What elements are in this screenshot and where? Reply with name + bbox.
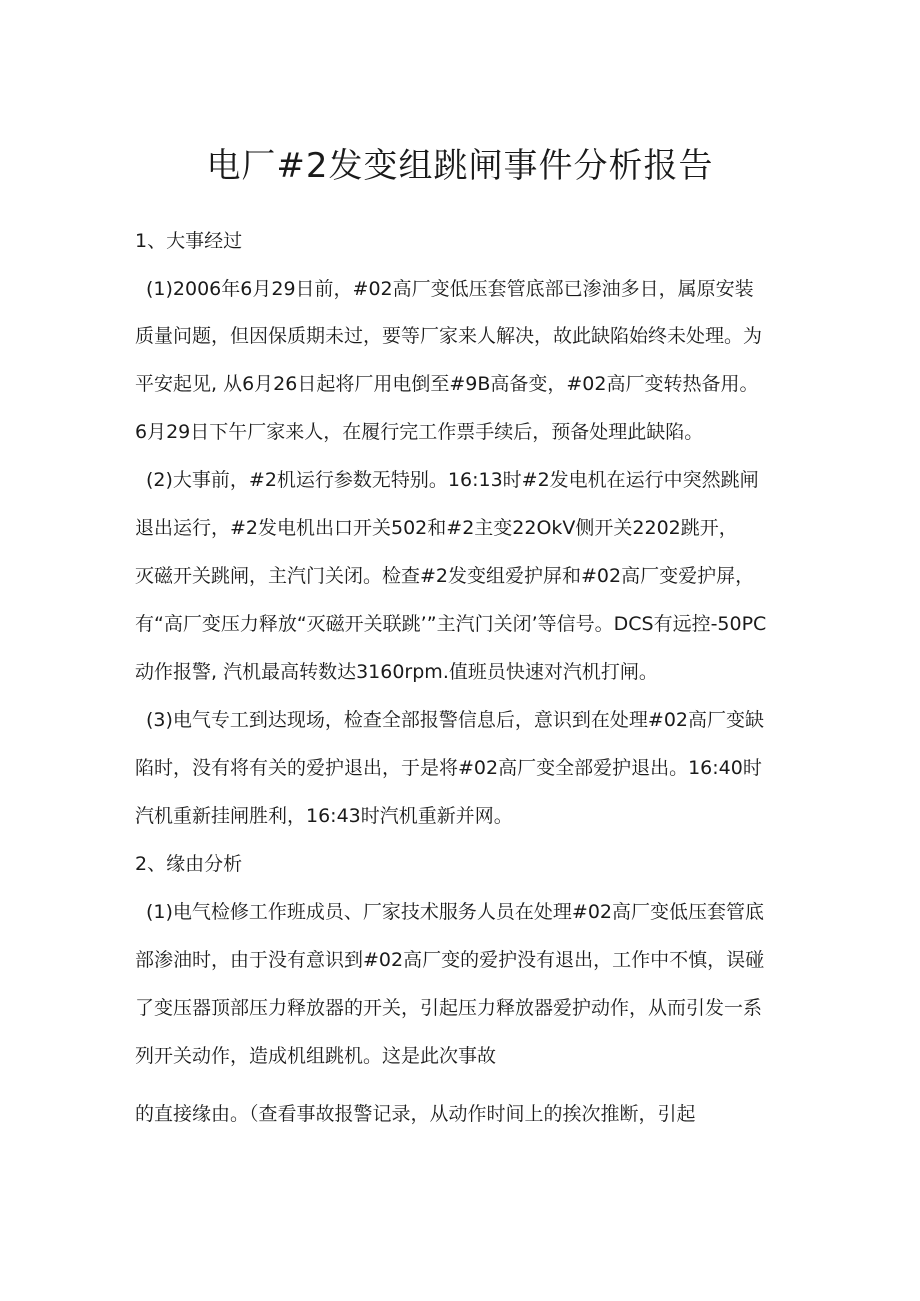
paragraph-line: 灭磁开关跳闸，主汽门关闭。检查#2发变组爱护屏和#02高厂变爱护屏， — [135, 565, 755, 587]
paragraph-line: 有“高厂变压力释放“灭磁开关联跳’”主汽门关闭’等信号。DCS有远控-50PC — [135, 613, 767, 635]
paragraph-line: 部渗油时，由于没有意识到#02高厂变的爱护没有退出，工作中不慎，误碰 — [135, 949, 765, 971]
document-title: 电厂#2发变组跳闸事件分析报告 — [206, 146, 714, 186]
paragraph-line: (3)电气专工到达现场，检查全部报警信息后，意识到在处理#02高厂变缺 — [146, 709, 765, 731]
paragraph-line: 陷时，没有将有关的爱护退出，于是将#02高厂变全部爱护退出。16:40时 — [135, 757, 762, 779]
paragraph-line: (1)电气检修工作班成员、厂家技术服务人员在处理#02高厂变低压套管底 — [146, 901, 765, 923]
paragraph-line: (1)2006年6月29日前，#02高厂变低压套管底部已渗油多日，属原安装 — [146, 278, 754, 300]
paragraph-line: 平安起见, 从6月26日起将厂用电倒至#9B高备变，#02高厂变转热备用。 — [135, 373, 759, 395]
section-heading: 2、缘由分析 — [135, 853, 243, 875]
paragraph-line: 6月29日下午厂家来人，在履行完工作票手续后，预备处理此缺陷。 — [135, 421, 704, 443]
paragraph-line: 质量问题，但因保质期未过，要等厂家来人解决，故此缺陷始终未处理。为 — [135, 325, 763, 347]
paragraph-line: 汽机重新挂闸胜利，16:43时汽机重新并网。 — [135, 805, 513, 827]
paragraph-line: 动作报警, 汽机最高转数达3160rpm.值班员快速对汽机打闸。 — [135, 661, 658, 683]
paragraph-line: 列开关动作，造成机组跳机。这是此次事故 — [135, 1045, 497, 1067]
paragraph-line: (2)大事前，#2机运行参数无特别。16:13时#2发电机在运行中突然跳闸 — [146, 469, 759, 491]
section-heading: 1、大事经过 — [135, 230, 243, 252]
paragraph-line: 了变压器顶部压力释放器的开关，引起压力释放器爱护动作，从而引发一系 — [135, 997, 763, 1019]
paragraph-line: 退出运行，#2发电机出口开关502和#2主变22OkV侧开关2202跳开， — [135, 517, 738, 539]
paragraph-line: 的直接缘由。（查看事故报警记录，从动作时间上的挨次推断，引起 — [135, 1103, 696, 1125]
